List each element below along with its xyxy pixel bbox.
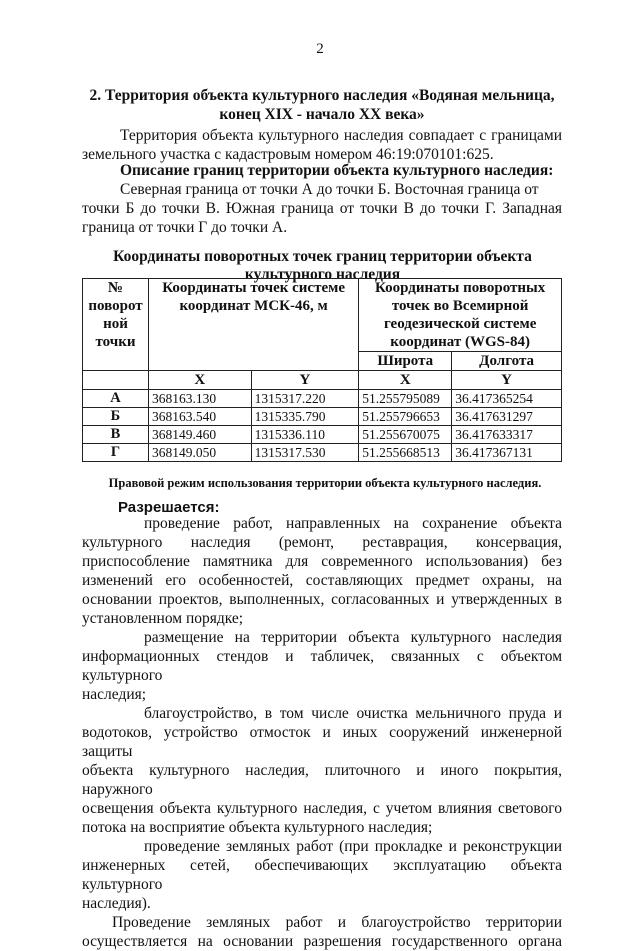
allowed-heading: Разрешается: (118, 499, 220, 516)
territory-line2: земельного участка с кадастровым номером 46:19:070101:625. (82, 146, 494, 163)
list-item: размещение на территории объекта культурного наследия информационных стендов и табличек, связанных с объектом культурного наследия; (82, 629, 562, 703)
section-title-line2: конец XIX - начало XX века» (219, 106, 425, 123)
table-header-row (83, 279, 562, 352)
boundary-description (82, 180, 562, 237)
header-wgs84: Координаты поворотных точек во Всемирной геодезической системе координат (WGS-84) (359, 279, 562, 352)
cell-x: 368163.540 (148, 408, 251, 426)
table-row (83, 444, 562, 462)
cell-lon: 36.417631297 (452, 408, 562, 426)
boundary-description-title: Описание границ территории объекта культурного наследия: (120, 162, 554, 179)
header-msk46: Координаты точек системе координат МСК-46, м (148, 279, 358, 371)
list-item: благоустройство, в том числе очистка мельничного пруда и водотоков, устройство отмосток и иных сооружений инженерной защиты объекта культурного наследия, плиточного и иного покрытия, наружного освещения объекта культурного наследия, с учетом влияния светового потока на восприятие объекта культурного наследия; (82, 705, 562, 836)
header-y-wgs: Y (452, 371, 562, 390)
header-y: Y (251, 371, 359, 390)
boundary-line2: точки Б до точки В. Южная граница от точки В до точки Г. Западная (82, 200, 562, 217)
cell-y: 1315335.790 (251, 408, 359, 426)
table-axis-row (83, 371, 562, 390)
table-row (83, 426, 562, 444)
table-row (83, 390, 562, 408)
cell-x: 368149.460 (148, 426, 251, 444)
section-title-line1: 2. Территория объекта культурного наследия «Водяная мельница, (89, 87, 555, 104)
header-empty (83, 371, 149, 390)
header-x: X (148, 371, 251, 390)
section-title (82, 86, 562, 124)
cell-x: 368163.130 (148, 390, 251, 408)
cell-lon: 36.417633317 (452, 426, 562, 444)
cell-y: 1315336.110 (251, 426, 359, 444)
cell-lon: 36.417367131 (452, 444, 562, 462)
cell-lat: 51.255670075 (359, 426, 452, 444)
cell-y: 1315317.220 (251, 390, 359, 408)
boundary-line1: Северная граница от точки А до точки Б. Восточная граница от (120, 181, 539, 198)
list-item: проведение земляных работ (при прокладке и реконструкции инженерных сетей, обеспечивающих эксплуатацию объекта культурного наследия). (82, 838, 562, 912)
table-row (83, 408, 562, 426)
cell-y: 1315317.530 (251, 444, 359, 462)
coordinates-table (82, 278, 562, 462)
boundary-line3: граница от точки Г до точки А. (82, 219, 288, 236)
cell-lat: 51.255796653 (359, 408, 452, 426)
cell-point: А (83, 390, 149, 408)
cell-lon: 36.417365254 (452, 390, 562, 408)
cell-point: Г (83, 444, 149, 462)
allowed-list (82, 514, 562, 951)
header-x-wgs: X (359, 371, 452, 390)
cell-point: Б (83, 408, 149, 426)
cell-point: В (83, 426, 149, 444)
cell-lat: 51.255795089 (359, 390, 452, 408)
header-point-number: № поворот ной точки (83, 279, 149, 371)
territory-paragraph (82, 126, 562, 164)
table-title-line2: культурного наследия (244, 266, 401, 283)
territory-line1: Территория объекта культурного наследия совпадает с границами (120, 127, 562, 144)
cell-x: 368149.050 (148, 444, 251, 462)
table-title-line1: Координаты поворотных точек границ территории объекта (113, 248, 532, 265)
list-item: Проведение земляных работ и благоустройство территории осуществляется на основании разрешения государственного органа (82, 914, 562, 950)
cell-lat: 51.255668513 (359, 444, 452, 462)
list-item: проведение работ, направленных на сохранение объекта культурного наследия (ремонт, реставрация, консервация, приспособление памятника для современного использования) без изменений его особенностей, составляющих предмет охраны, на основании проектов, выполненных, согласованных и утвержденных в установленном порядке; (82, 515, 562, 627)
page-number: 2 (316, 41, 324, 57)
legal-regime-title: Правовой режим использования территории объекта культурного наследия. (108, 476, 542, 490)
header-longitude: Долгота (452, 352, 562, 371)
header-latitude: Широта (359, 352, 452, 371)
